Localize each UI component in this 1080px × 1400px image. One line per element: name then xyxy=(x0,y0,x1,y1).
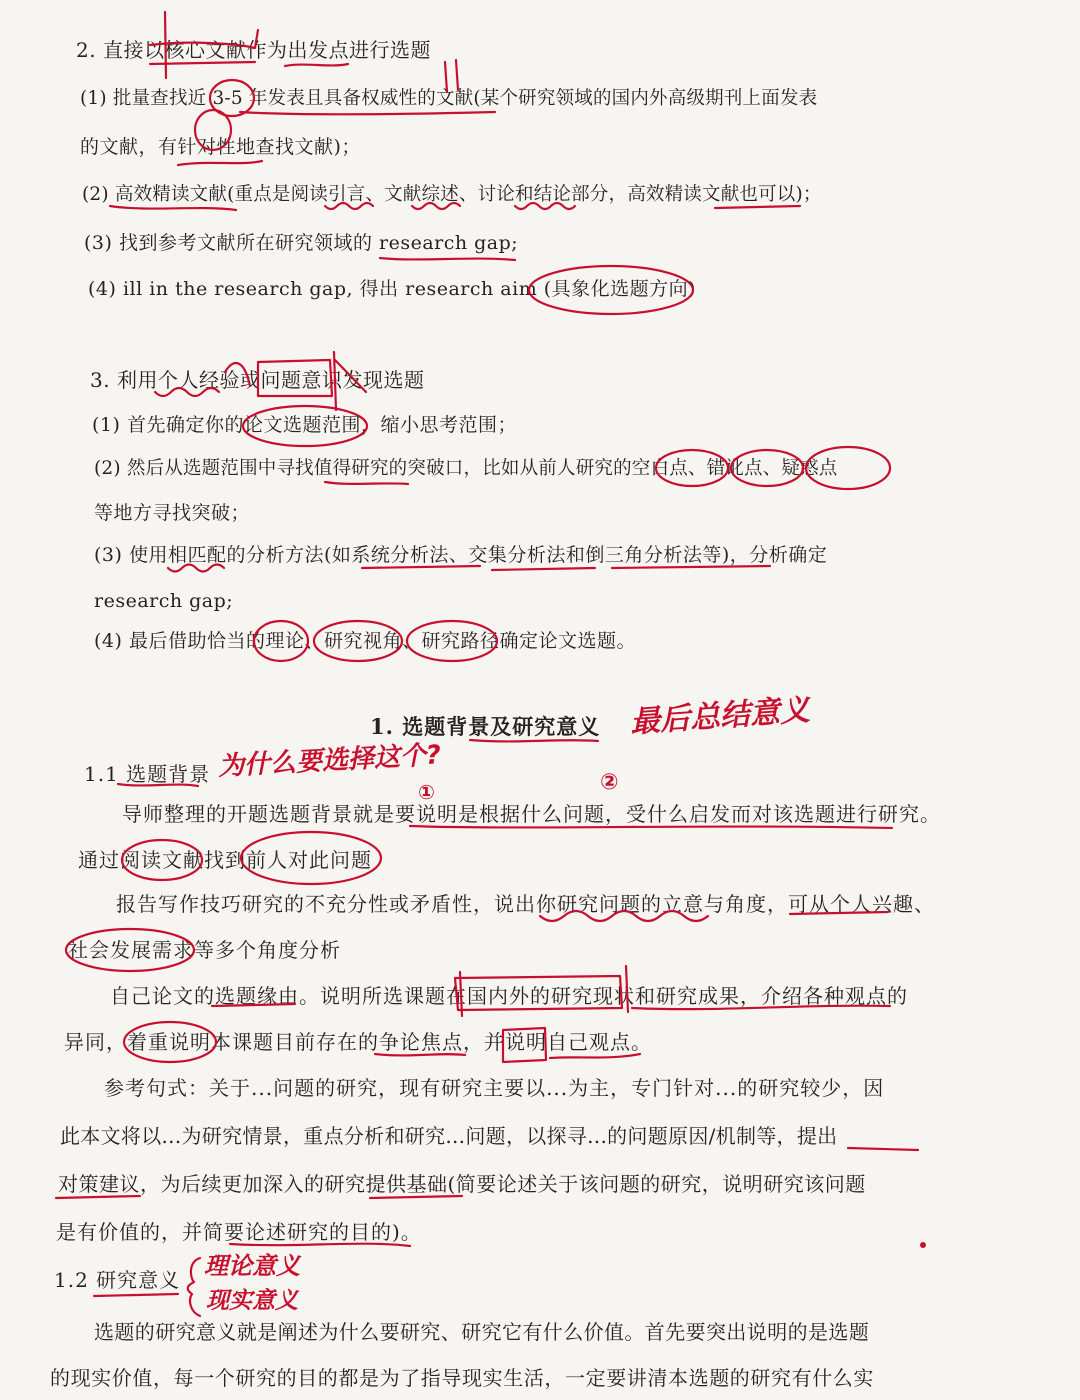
sub-1-2-heading: 1.2 研究意义 xyxy=(54,1268,181,1292)
handwritten-note-practice: 现实意义 xyxy=(206,1288,298,1314)
section-2-item-2: (2) 高效精读文献(重点是阅读引言、文献综述、讨论和结论部分，高效精读文献也可以)； xyxy=(82,184,822,205)
sub-1-2-para-line-1: 选题的研究意义就是阐述为什么要研究、研究它有什么价值。首先要突出说明的是选题 xyxy=(94,1320,870,1344)
ink-underline-sub-1-2 xyxy=(94,1294,178,1296)
ink-underline-propose xyxy=(848,1148,918,1150)
section-2-item-4: (4) ill in the research gap, 得出 research aim (具象化选题方向) xyxy=(88,278,697,300)
section-2-item-1-line-1: (1) 批量查找近 3-5 年发表且具备权威性的文献(某个研究领域的国内外高级期刊上面发表 xyxy=(80,88,818,109)
ink-underline-countermeasure xyxy=(56,1196,140,1198)
ink-underline-own-view xyxy=(550,1054,640,1058)
ink-brace xyxy=(188,1258,200,1316)
ink-underline-research-gap xyxy=(380,258,515,260)
section-2-heading: 2. 直接以核心文献作为出发点进行选题 xyxy=(76,38,431,62)
ink-underline-purpose xyxy=(230,1244,410,1246)
handwritten-note-summary: 最后总结意义 xyxy=(628,692,811,741)
sub-1-1-para-3-line-2: 异同，着重说明本课题目前存在的争论焦点，并说明自己观点。 xyxy=(64,1030,652,1054)
section-3-item-3-line-1: (3) 使用相匹配的分析方法(如系统分析法、交集分析法和倒三角分析法等)，分析确定 xyxy=(94,544,828,566)
sub-1-1-para-4-line-4: 是有价值的，并简要论述研究的目的)。 xyxy=(56,1220,422,1244)
section-3-heading: 3. 利用个人经验或问题意识发现选题 xyxy=(90,368,425,392)
sub-1-1-para-2-line-1: 报告写作技巧研究的不充分性或矛盾性，说出你研究问题的立意与角度，可从个人兴趣、 xyxy=(116,892,935,916)
ink-underline-intersection-analysis xyxy=(492,568,595,570)
ink-underline-efficient-reading xyxy=(110,206,236,210)
section-3-item-3-line-2: research gap; xyxy=(94,590,234,612)
sub-1-1-para-1-line-1: 导师整理的开题选题背景就是要说明是根据什么问题，受什么启发而对该选题进行研究。 xyxy=(122,802,941,826)
section-3-item-2-line-1: (2) 然后从选题范围中寻找值得研究的突破口，比如从前人研究的空白点、错讹点、疑惑点 xyxy=(94,458,838,479)
sub-1-1-para-3-line-1: 自己论文的选题缘由。说明所选课题在国内外的研究现状和研究成果，介绍各种观点的 xyxy=(110,984,908,1008)
ink-smudge xyxy=(920,1242,926,1248)
ink-underline-core-literature xyxy=(150,62,255,64)
ink-underline-targeted xyxy=(178,161,262,165)
ink-underline-authoritative xyxy=(240,112,495,114)
sub-1-1-para-2-line-2: 社会发展需求等多个角度分析 xyxy=(68,938,341,962)
ink-underline-start-point xyxy=(285,64,348,66)
section-2-item-3: (3) 找到参考文献所在研究领域的 research gap; xyxy=(84,232,519,254)
section-2-item-1-line-2: 的文献，有针对性地查找文献)； xyxy=(80,136,361,158)
handwritten-mark-2: ② xyxy=(600,770,619,795)
handwritten-note-why: 为什么要选择这个? xyxy=(217,740,442,782)
ink-underline-dispute xyxy=(375,1054,465,1055)
ink-underline-question xyxy=(410,826,892,828)
chapter-1-title: 1. 选题背景及研究意义 xyxy=(370,714,601,739)
ink-underline-worth-study xyxy=(325,482,408,484)
ink-tick-2 xyxy=(456,60,458,90)
section-3-item-1: (1) 首先确定你的论文选题范围，缩小思考范围； xyxy=(92,414,517,436)
ink-underline-foundation xyxy=(370,1196,462,1198)
ink-underline-triangle-analysis xyxy=(612,566,770,568)
handwritten-note-theory: 理论意义 xyxy=(204,1252,300,1280)
sub-1-1-para-4-line-3: 对策建议，为后续更加深入的研究提供基础(简要论述关于该问题的研究，说明研究该问题 xyxy=(58,1172,866,1196)
handwritten-mark-1: ① xyxy=(418,780,435,804)
ink-underline-efficient-2 xyxy=(715,206,800,208)
ink-underline-system-analysis xyxy=(362,566,480,568)
ink-underline-background xyxy=(470,740,598,741)
sub-1-1-heading: 1.1 选题背景 xyxy=(84,762,211,786)
sub-1-1-para-1-line-2: 通过阅读文献找到前人对此问题 xyxy=(78,848,372,872)
sub-1-1-para-4-line-2: 此本文将以...为研究情景，重点分析和研究...问题，以探寻...的问题原因/机制等，提出 xyxy=(60,1124,838,1148)
sub-1-1-para-4-line-1: 参考句式：关于...问题的研究，现有研究主要以...为主，专门针对...的研究较少，因 xyxy=(104,1076,885,1100)
sub-1-2-para-line-2: 的现实价值，每一个研究的目的都是为了指导现实生活，一定要讲清本选题的研究有什么实 xyxy=(50,1366,874,1390)
section-3-item-4: (4) 最后借助恰当的理论、研究视角、研究路径确定论文选题。 xyxy=(94,630,636,652)
section-3-item-2-line-2: 等地方寻找突破； xyxy=(94,502,251,524)
